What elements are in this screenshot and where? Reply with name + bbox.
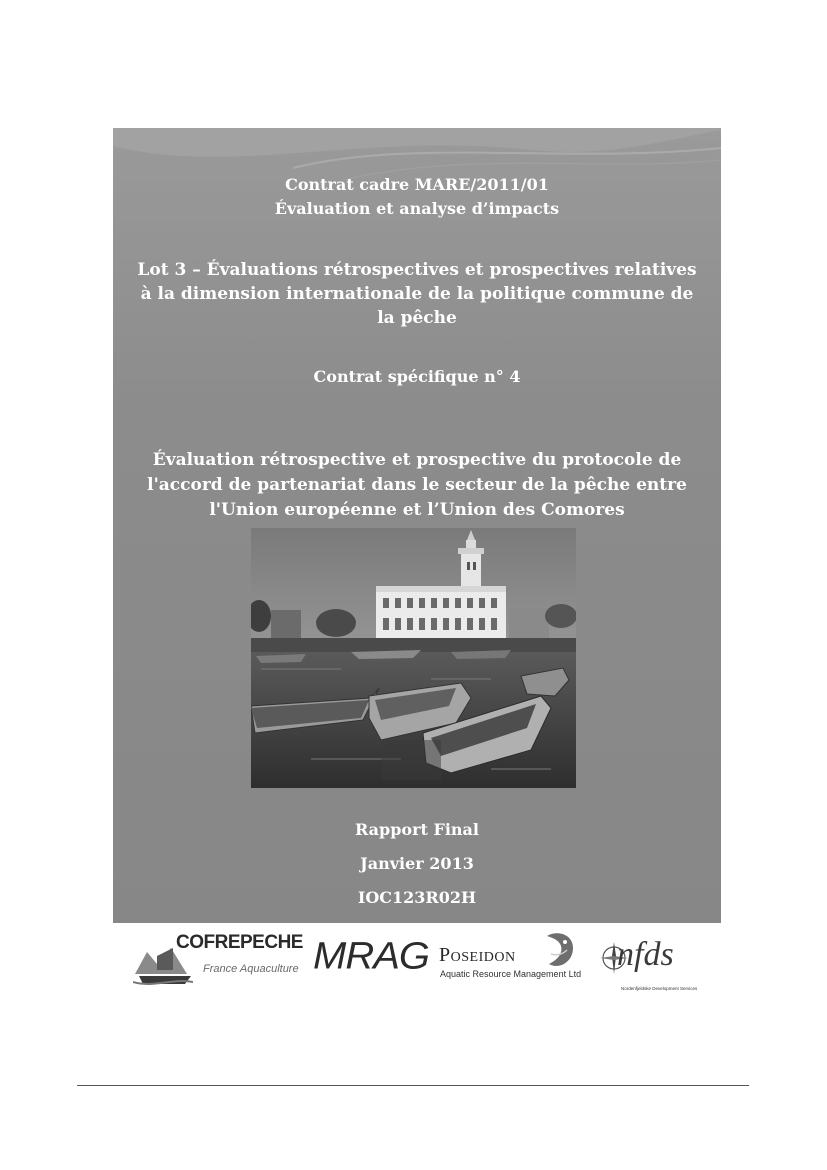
report-details bbox=[113, 813, 721, 915]
mrag-name: MRAG bbox=[313, 935, 429, 977]
poseidon-logo bbox=[439, 930, 589, 992]
poseidon-subtitle: Aquatic Resource Management Ltd bbox=[440, 969, 582, 979]
footer-divider bbox=[77, 1085, 749, 1086]
fish-icon bbox=[543, 930, 577, 972]
nfds-logo bbox=[599, 930, 703, 1000]
report-date: Janvier 2013 bbox=[360, 854, 474, 873]
partner-logos bbox=[133, 930, 703, 1000]
nfds-name: nfds bbox=[617, 936, 674, 973]
evaluation-title bbox=[113, 448, 721, 523]
lot-title bbox=[113, 258, 721, 330]
report-type: Rapport Final bbox=[355, 820, 479, 839]
specific-contract-title bbox=[113, 365, 721, 389]
specific-contract-text: Contrat spécifique n° 4 bbox=[313, 367, 521, 386]
lot-title-line: Lot 3 – Évaluations rétrospectives et prospectives relatives bbox=[137, 260, 697, 280]
cofrepeche-name: COFREPECHE bbox=[176, 932, 303, 953]
evaluation-title-line: Évaluation rétrospective et prospective du protocole de bbox=[152, 450, 682, 470]
framework-contract-line: Évaluation et analyse d’impacts bbox=[274, 199, 560, 218]
poseidon-name: Poseidon bbox=[439, 944, 516, 966]
report-reference: IOC123R02H bbox=[357, 888, 477, 907]
framework-contract-line: Contrat cadre MARE/2011/01 bbox=[285, 175, 549, 194]
evaluation-title-line: l'accord de partenariat dans le secteur de la pêche entre bbox=[147, 475, 687, 495]
mrag-logo bbox=[313, 934, 429, 990]
cofrepeche-logo bbox=[133, 930, 303, 992]
lot-title-line: la pêche bbox=[377, 308, 457, 328]
lot-title-line: à la dimension internationale de la politique commune de bbox=[140, 284, 694, 304]
evaluation-title-line: l'Union européenne et l’Union des Comores bbox=[209, 500, 625, 520]
framework-contract-title bbox=[113, 173, 721, 221]
cofrepeche-tagline: France Aquaculture bbox=[203, 963, 299, 975]
cover-panel bbox=[113, 128, 721, 923]
nfds-subtitle: Nordenfjeldske Development Services bbox=[621, 986, 698, 991]
harbour-photo bbox=[251, 528, 576, 788]
